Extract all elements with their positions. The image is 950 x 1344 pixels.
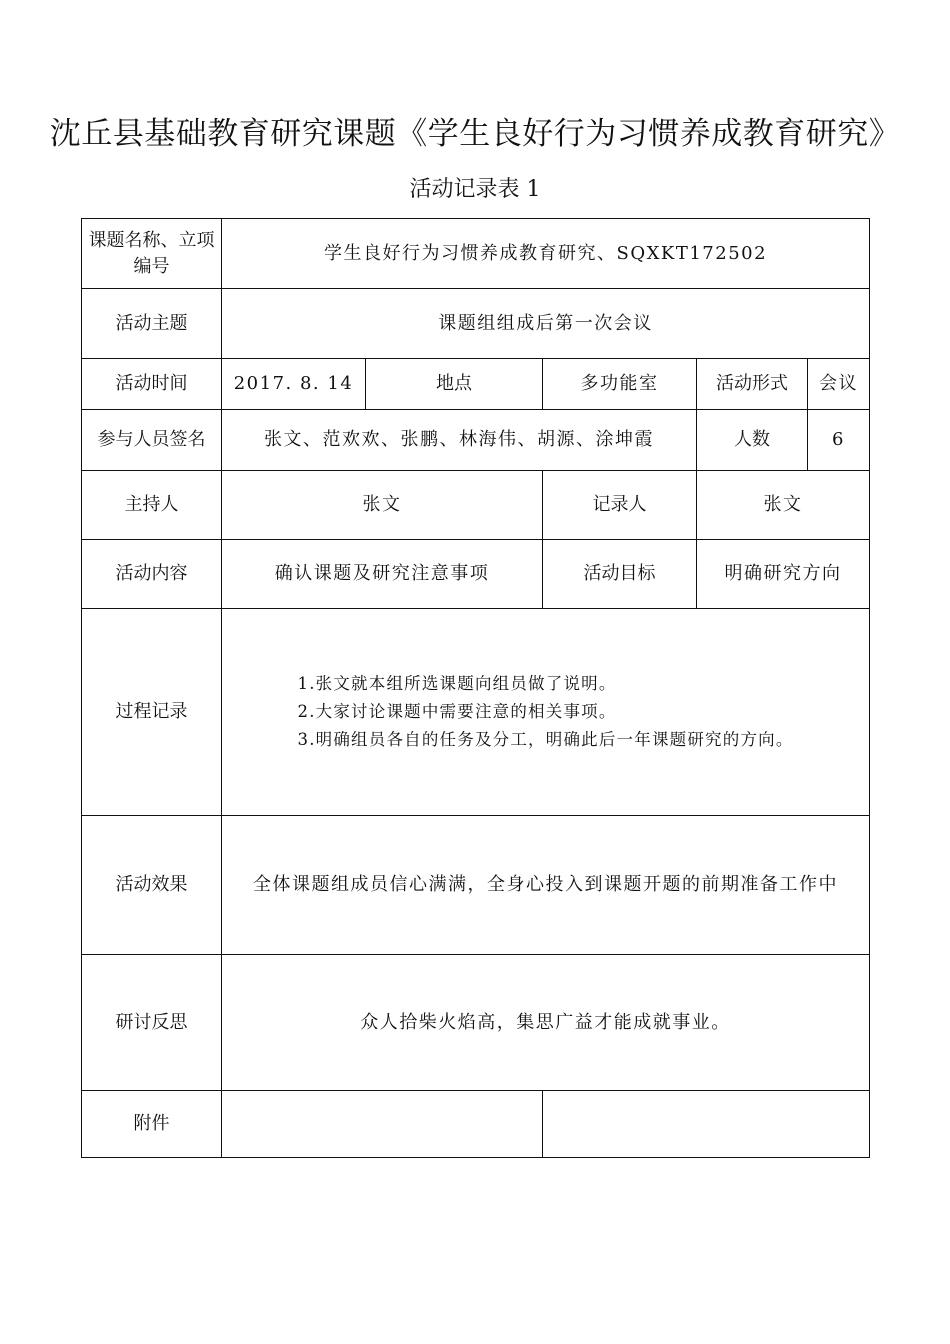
count-value: 6	[808, 410, 870, 471]
row-participants	[82, 410, 870, 471]
topic-name-value: 学生良好行为习惯养成教育研究、SQXKT172502	[222, 219, 870, 289]
row-effect	[82, 816, 870, 955]
activity-record-table	[81, 218, 870, 1158]
process-item: 3.明确组员各自的任务及分工，明确此后一年课题研究的方向。	[297, 730, 794, 749]
content-value: 确认课题及研究注意事项	[222, 540, 543, 609]
row-process	[82, 609, 870, 816]
content-label: 活动内容	[82, 540, 222, 609]
recorder-label: 记录人	[543, 471, 697, 540]
process-label: 过程记录	[82, 609, 222, 816]
attachment-label: 附件	[82, 1091, 222, 1158]
time-value: 2017. 8. 14	[222, 359, 366, 410]
participants-value: 张文、范欢欢、张鹏、林海伟、胡源、涂坤霞	[222, 410, 697, 471]
time-label: 活动时间	[82, 359, 222, 410]
theme-label: 活动主题	[82, 289, 222, 359]
row-reflection	[82, 955, 870, 1091]
form-label: 活动形式	[697, 359, 808, 410]
goal-value: 明确研究方向	[697, 540, 870, 609]
row-attachment	[82, 1091, 870, 1158]
effect-label: 活动效果	[82, 816, 222, 955]
form-value: 会议	[808, 359, 870, 410]
place-value: 多功能室	[543, 359, 697, 410]
count-label: 人数	[697, 410, 808, 471]
process-list	[298, 670, 794, 754]
effect-value: 全体课题组成员信心满满，全身心投入到课题开题的前期准备工作中	[222, 816, 870, 955]
participants-label: 参与人员签名	[82, 410, 222, 471]
theme-value: 课题组组成后第一次会议	[222, 289, 870, 359]
row-content	[82, 540, 870, 609]
row-topic-name	[82, 219, 870, 289]
host-label: 主持人	[82, 471, 222, 540]
process-item: 1.张文就本组所选课题向组员做了说明。	[297, 674, 617, 693]
goal-label: 活动目标	[543, 540, 697, 609]
reflection-value: 众人拾柴火焰高，集思广益才能成就事业。	[222, 955, 870, 1091]
attachment-cell-left	[222, 1091, 543, 1158]
document-title: 沈丘县基础教育研究课题《学生良好行为习惯养成教育研究》	[49, 116, 901, 152]
row-host	[82, 471, 870, 540]
row-theme	[82, 289, 870, 359]
host-value: 张文	[222, 471, 543, 540]
reflection-label: 研讨反思	[82, 955, 222, 1091]
row-time	[82, 359, 870, 410]
topic-name-label: 课题名称、立项编号	[82, 219, 222, 289]
process-item: 2.大家讨论课题中需要注意的相关事项。	[297, 702, 617, 721]
document-subtitle: 活动记录表 1	[409, 177, 541, 202]
recorder-value: 张文	[697, 471, 870, 540]
place-label: 地点	[366, 359, 543, 410]
process-cell	[222, 609, 870, 816]
attachment-cell-right	[543, 1091, 870, 1158]
